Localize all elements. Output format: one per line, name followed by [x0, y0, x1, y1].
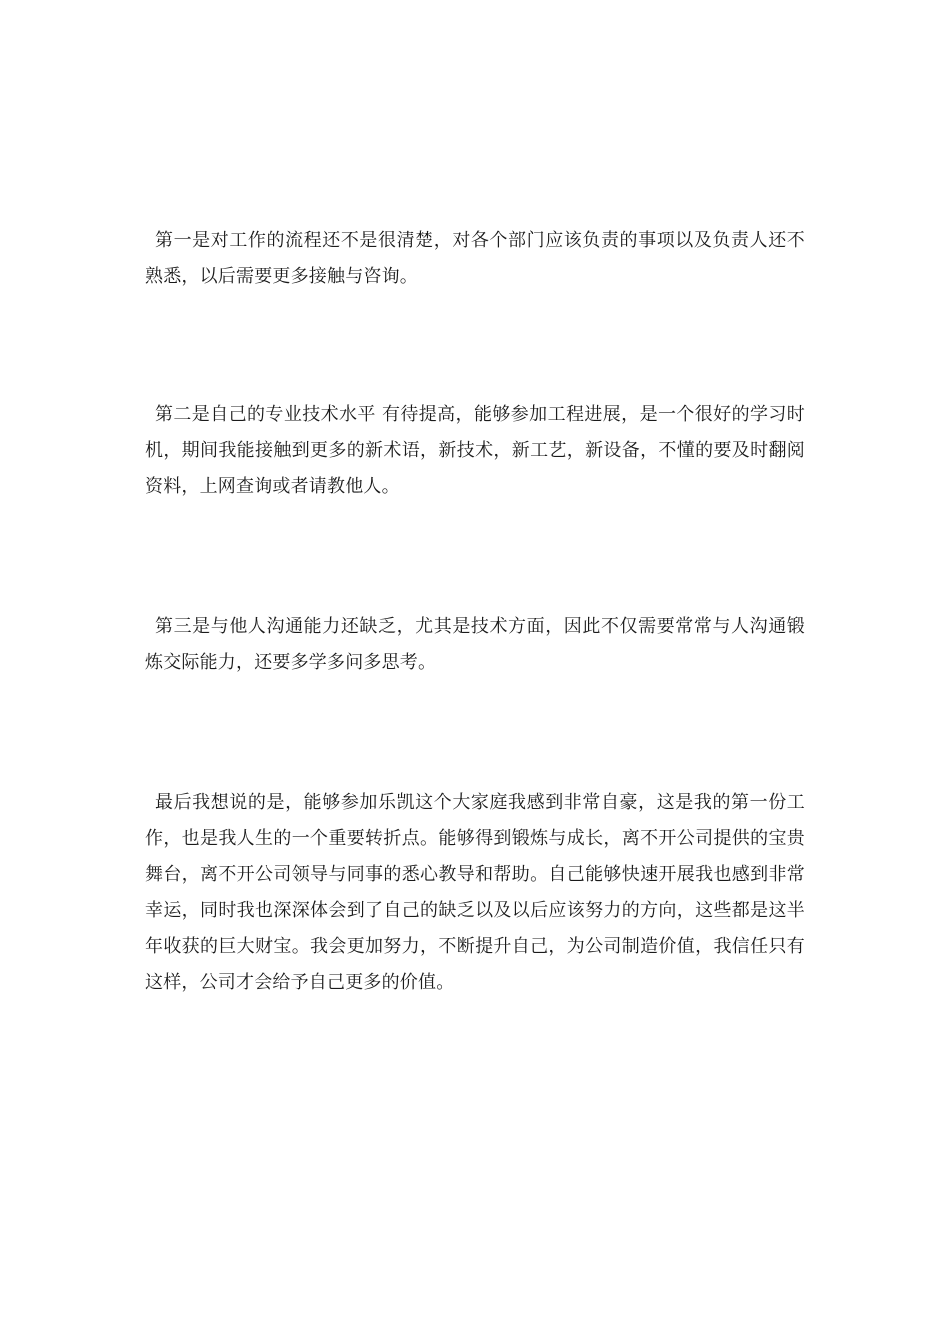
paragraph-communication: 第三是与他人沟通能力还缺乏，尤其是技术方面，因此不仅需要常常与人沟通锻炼交际能力，还要多学多问多思考。: [145, 616, 805, 673]
paragraph-technical-skills: 第二是自己的专业技术水平 有待提高，能够参加工程进展，是一个很好的学习时机，期间我能接触到更多的新术语，新技术，新工艺，新设备，不懂的要及时翻阅资料，上网查询或者请教他人。: [145, 404, 805, 497]
paragraph-conclusion: 最后我想说的是，能够参加乐凯这个大家庭我感到非常自豪，这是我的第一份工作，也是我人生的一个重要转折点。能够得到锻炼与成长，离不开公司提供的宝贵舞台，离不开公司领导与同事的悉心教导和帮助。自己能够快速开展我也感到非常幸运，同时我也深深体会到了自己的缺乏以及以后应该努力的方向，这些都是这半年收获的巨大财宝。我会更加努力，不断提升自己，为公司制造价值，我信任只有这样，公司才会给予自己更多的价值。: [145, 792, 805, 993]
paragraph-workflow: 第一是对工作的流程还不是很清楚，对各个部门应该负责的事项以及负责人还不熟悉，以后需要更多接触与咨询。: [145, 230, 805, 287]
